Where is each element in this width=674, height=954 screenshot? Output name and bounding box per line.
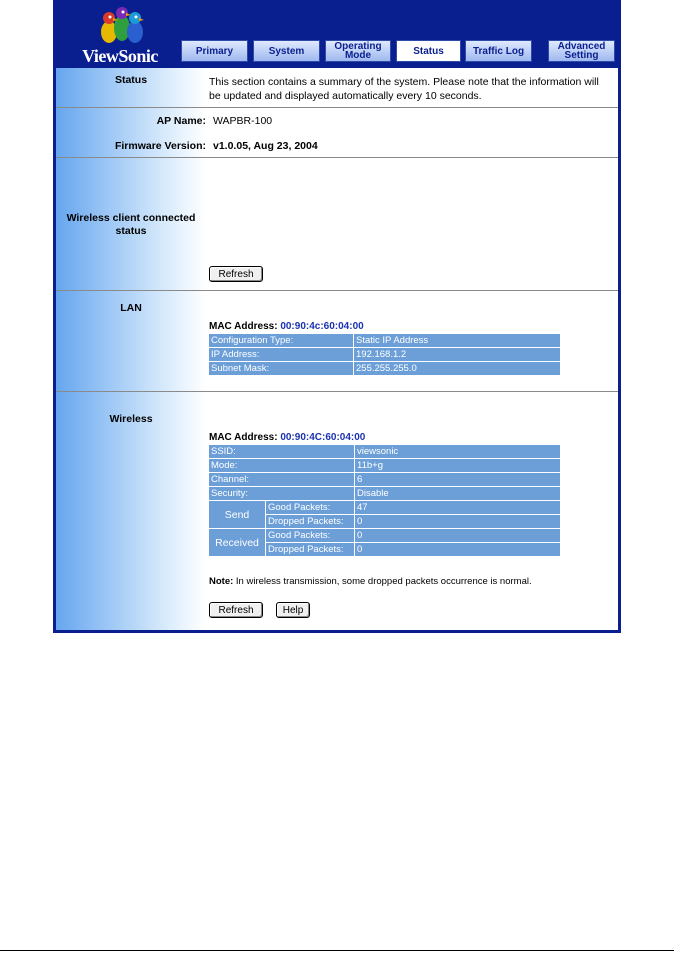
received-dropped-packets-label: Dropped Packets: <box>266 543 355 557</box>
wireless-mac-value: 00:90:4C:60:04:00 <box>280 432 366 443</box>
tab-operating-mode[interactable] <box>325 40 391 62</box>
table-row <box>209 501 561 515</box>
table-cell-key: Channel: <box>209 473 355 487</box>
lan-label: LAN <box>120 302 142 314</box>
status-section <box>56 68 618 108</box>
note-text: In wireless transmission, some dropped packets occurrence is normal. <box>235 576 532 587</box>
table-cell-key: Mode: <box>209 459 355 473</box>
ap-info-section <box>56 108 618 158</box>
table-row <box>209 487 561 501</box>
send-dropped-packets-value: 0 <box>355 515 561 529</box>
table-row <box>209 334 561 348</box>
help-button[interactable]: Help <box>276 602 310 618</box>
table-cell-value: 6 <box>355 473 561 487</box>
table-row <box>209 529 561 543</box>
table-row <box>209 348 561 362</box>
table-cell-value: Disable <box>355 487 561 501</box>
tab-advanced-setting[interactable] <box>548 40 615 62</box>
wireless-mac-label: MAC Address: <box>209 432 278 443</box>
wireless-note <box>209 576 532 587</box>
status-label: Status <box>114 74 148 86</box>
table-cell-key: Security: <box>209 487 355 501</box>
page-divider <box>0 950 674 951</box>
brand-name: ViewSonic <box>82 46 158 66</box>
viewsonic-logo[interactable] <box>75 4 165 66</box>
ap-name-label: AP Name: <box>156 115 206 127</box>
received-good-packets-label: Good Packets: <box>266 529 355 543</box>
router-admin-frame <box>53 0 621 633</box>
tab-advanced-setting-label: Advanced Setting <box>557 41 606 61</box>
tab-primary[interactable] <box>181 40 248 62</box>
refresh-button[interactable]: Refresh <box>209 602 263 618</box>
birds-logo-icon <box>97 4 147 46</box>
wireless-client-label: Wireless client connected status <box>66 212 196 237</box>
ap-name-value: WAPBR-100 <box>213 115 273 127</box>
table-cell-value: 192.168.1.2 <box>354 348 561 362</box>
firmware-label: Firmware Version: <box>114 140 206 152</box>
send-good-packets-value: 47 <box>355 501 561 515</box>
received-dropped-packets-value: 0 <box>355 543 561 557</box>
send-dropped-packets-label: Dropped Packets: <box>266 515 355 529</box>
wireless-section <box>56 392 618 630</box>
lan-mac-address <box>209 321 364 332</box>
table-cell-key: IP Address: <box>209 348 354 362</box>
content-area <box>56 68 618 630</box>
tab-system[interactable] <box>253 40 320 62</box>
table-row <box>209 362 561 376</box>
lan-section <box>56 291 618 392</box>
firmware-value: v1.0.05, Aug 23, 2004 <box>213 140 318 152</box>
header <box>53 0 621 68</box>
lan-mac-value: 00:90:4c:60:04:00 <box>280 321 364 332</box>
table-cell-value: 11b+g <box>355 459 561 473</box>
table-row <box>209 445 561 459</box>
tab-traffic-log-label: Traffic Log <box>472 45 525 57</box>
table-cell-value: 255.255.255.0 <box>354 362 561 376</box>
send-good-packets-label: Good Packets: <box>266 501 355 515</box>
table-cell-value: viewsonic <box>355 445 561 459</box>
tab-status[interactable] <box>396 40 461 62</box>
table-row <box>209 473 561 487</box>
table-cell-value: Static IP Address <box>354 334 561 348</box>
note-label: Note: <box>209 576 234 587</box>
wireless-mac-address <box>209 432 365 443</box>
tab-system-label: System <box>268 45 305 57</box>
send-label: Send <box>209 501 266 529</box>
tab-traffic-log[interactable] <box>465 40 532 62</box>
received-good-packets-value: 0 <box>355 529 561 543</box>
tab-operating-mode-label: Operating Mode <box>334 41 382 61</box>
table-row <box>209 459 561 473</box>
wireless-label: Wireless <box>109 413 153 425</box>
wireless-client-section <box>56 158 618 291</box>
table-cell-key: Configuration Type: <box>209 334 354 348</box>
wireless-info-table <box>208 444 561 557</box>
table-cell-key: SSID: <box>209 445 355 459</box>
status-description: This section contains a summary of the system. Please note that the information will be updated and displayed automatically every 10 seconds. <box>209 76 599 102</box>
table-cell-key: Subnet Mask: <box>209 362 354 376</box>
lan-mac-label: MAC Address: <box>209 321 278 332</box>
tab-status-label: Status <box>413 45 444 57</box>
refresh-button[interactable]: Refresh <box>209 266 263 282</box>
tab-primary-label: Primary <box>195 45 234 57</box>
lan-info-table <box>208 333 561 376</box>
received-label: Received <box>209 529 266 557</box>
